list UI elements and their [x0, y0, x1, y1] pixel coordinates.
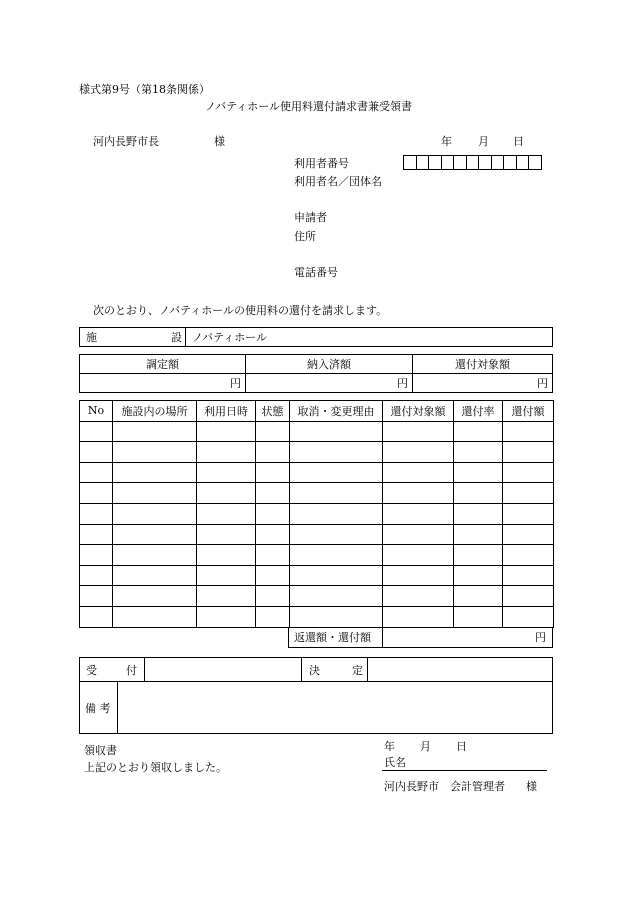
- refund-target-header: 還付対象額: [413, 355, 553, 374]
- receipt-month-label: 月: [420, 740, 431, 753]
- col-refund-amount: 還付額: [503, 401, 554, 422]
- request-text: 次のとおり、ノバティホールの使用料の還付を請求します。: [93, 304, 388, 317]
- table-cell[interactable]: [383, 565, 454, 586]
- table-row: [80, 606, 554, 627]
- date-day-label: 日: [513, 135, 524, 148]
- phone-label: 電話番号: [294, 266, 338, 279]
- facility-value: ノバティホール: [192, 331, 268, 344]
- table-cell[interactable]: [383, 462, 454, 483]
- decision-label-b: 定: [352, 664, 363, 677]
- received-label-a: 受: [86, 664, 97, 677]
- table-cell[interactable]: [113, 421, 197, 442]
- receipt-text: 上記のとおり領収しました。: [84, 761, 227, 774]
- table-cell[interactable]: [80, 586, 113, 607]
- table-cell[interactable]: [503, 565, 554, 586]
- col-refund-target: 還付対象額: [383, 401, 454, 422]
- col-location: 施設内の場所: [113, 401, 197, 422]
- receipt-recipient: 河内長野市 会計管理者: [384, 780, 505, 793]
- signature-line: [382, 770, 547, 771]
- table-cell[interactable]: [113, 462, 197, 483]
- table-cell[interactable]: [290, 545, 383, 566]
- decision-label-a: 決: [309, 664, 320, 677]
- col-refund-rate: 還付率: [454, 401, 503, 422]
- table-cell[interactable]: [113, 503, 197, 524]
- table-cell[interactable]: [290, 442, 383, 463]
- table-cell[interactable]: [454, 462, 503, 483]
- table-cell[interactable]: [256, 442, 290, 463]
- table-cell[interactable]: [290, 462, 383, 483]
- table-cell[interactable]: [80, 606, 113, 627]
- table-cell[interactable]: [503, 586, 554, 607]
- total-row: [79, 627, 553, 648]
- table-cell[interactable]: [454, 565, 503, 586]
- facility-row: [79, 327, 553, 347]
- table-cell[interactable]: [290, 565, 383, 586]
- table-cell[interactable]: [197, 462, 256, 483]
- user-number-label: 利用者番号: [294, 157, 349, 170]
- table-cell[interactable]: [383, 442, 454, 463]
- table-row: [80, 442, 554, 463]
- date-year-label: 年: [441, 135, 452, 148]
- table-cell[interactable]: [503, 483, 554, 504]
- assessed-amount-header: 調定額: [80, 355, 246, 374]
- table-cell[interactable]: [383, 503, 454, 524]
- col-reason: 取消・変更理由: [290, 401, 383, 422]
- table-cell[interactable]: [113, 524, 197, 545]
- table-cell[interactable]: [256, 586, 290, 607]
- facility-label-b: 設: [171, 331, 182, 344]
- table-cell[interactable]: [454, 586, 503, 607]
- table-cell[interactable]: [80, 545, 113, 566]
- table-cell[interactable]: [290, 421, 383, 442]
- receipt-honorific: 様: [526, 780, 537, 793]
- form-number: 様式第9号（第18条関係）: [79, 83, 210, 96]
- table-cell[interactable]: [383, 483, 454, 504]
- user-name-label: 利用者名／団体名: [294, 175, 382, 188]
- table-cell[interactable]: [197, 565, 256, 586]
- table-cell[interactable]: [80, 483, 113, 504]
- table-cell[interactable]: [503, 442, 554, 463]
- applicant-label: 申請者: [294, 211, 327, 224]
- table-cell[interactable]: [197, 545, 256, 566]
- table-cell[interactable]: [80, 442, 113, 463]
- table-cell[interactable]: [256, 606, 290, 627]
- col-no: No: [80, 401, 113, 422]
- table-cell[interactable]: [197, 442, 256, 463]
- table-cell[interactable]: [113, 586, 197, 607]
- table-row: [80, 524, 554, 545]
- table-cell[interactable]: [503, 421, 554, 442]
- table-cell[interactable]: [454, 606, 503, 627]
- table-cell[interactable]: [290, 483, 383, 504]
- paid-amount-header: 納入済額: [246, 355, 413, 374]
- table-cell[interactable]: [113, 442, 197, 463]
- table-cell[interactable]: [113, 565, 197, 586]
- refund-target-cell[interactable]: [413, 374, 553, 393]
- table-cell[interactable]: [113, 606, 197, 627]
- table-cell[interactable]: [454, 421, 503, 442]
- receipt-title: 領収書: [84, 744, 117, 757]
- table-cell[interactable]: [113, 545, 197, 566]
- table-cell[interactable]: [256, 462, 290, 483]
- table-row: [80, 503, 554, 524]
- table-cell[interactable]: [256, 524, 290, 545]
- table-cell[interactable]: [113, 483, 197, 504]
- table-cell[interactable]: [197, 524, 256, 545]
- table-cell[interactable]: [197, 606, 256, 627]
- table-cell[interactable]: [197, 586, 256, 607]
- table-cell[interactable]: [80, 565, 113, 586]
- received-label-b: 付: [126, 664, 137, 677]
- table-cell[interactable]: [503, 524, 554, 545]
- table-cell[interactable]: [454, 503, 503, 524]
- facility-label-a: 施: [86, 331, 97, 344]
- receipt-name-label: 氏名: [384, 756, 406, 769]
- receipt-day-label: 日: [456, 740, 467, 753]
- addressee-name: 河内長野市長: [93, 135, 159, 148]
- table-cell[interactable]: [256, 503, 290, 524]
- table-cell[interactable]: [383, 545, 454, 566]
- table-cell[interactable]: [454, 483, 503, 504]
- table-cell[interactable]: [256, 421, 290, 442]
- table-cell[interactable]: [80, 462, 113, 483]
- col-datetime: 利用日時: [197, 401, 256, 422]
- date-month-label: 月: [478, 135, 489, 148]
- table-cell[interactable]: [80, 421, 113, 442]
- table-cell[interactable]: [454, 442, 503, 463]
- table-cell[interactable]: [197, 421, 256, 442]
- table-cell[interactable]: [197, 503, 256, 524]
- table-cell[interactable]: [503, 545, 554, 566]
- table-row: [80, 565, 554, 586]
- table-cell[interactable]: [454, 524, 503, 545]
- form-title: ノバティホール使用料還付請求書兼受領書: [205, 100, 413, 113]
- table-row: [80, 483, 554, 504]
- yen-unit: 円: [537, 377, 548, 390]
- yen-unit: 円: [397, 377, 408, 390]
- table-cell[interactable]: [197, 483, 256, 504]
- yen-unit: 円: [230, 377, 241, 390]
- col-status: 状態: [256, 401, 290, 422]
- table-row: [80, 421, 554, 442]
- table-cell[interactable]: [383, 606, 454, 627]
- table-cell[interactable]: [383, 421, 454, 442]
- total-unit: 円: [535, 631, 546, 644]
- total-label: 返還額・還付額: [294, 631, 371, 644]
- receipt-year-label: 年: [384, 740, 395, 753]
- table-cell[interactable]: [256, 545, 290, 566]
- paid-amount-cell[interactable]: [246, 374, 413, 393]
- table-cell[interactable]: [256, 565, 290, 586]
- table-cell[interactable]: [290, 606, 383, 627]
- table-cell[interactable]: [503, 462, 554, 483]
- address-label: 住所: [294, 230, 316, 243]
- table-cell[interactable]: [256, 483, 290, 504]
- user-number-cells[interactable]: [404, 155, 542, 170]
- remarks-box: [79, 681, 553, 734]
- table-cell[interactable]: [454, 545, 503, 566]
- amounts-table: [79, 354, 553, 393]
- table-cell[interactable]: [290, 524, 383, 545]
- table-cell[interactable]: [80, 524, 113, 545]
- table-row: [80, 462, 554, 483]
- table-cell[interactable]: [80, 503, 113, 524]
- approval-row: [79, 657, 553, 682]
- table-row: [80, 545, 554, 566]
- table-row: [80, 586, 554, 607]
- table-cell[interactable]: [383, 524, 454, 545]
- addressee-honorific: 様: [214, 135, 225, 148]
- detail-table: [79, 400, 554, 628]
- remarks-label: 備 考: [85, 702, 111, 715]
- table-cell[interactable]: [290, 503, 383, 524]
- table-cell[interactable]: [503, 606, 554, 627]
- assessed-amount-cell[interactable]: [80, 374, 246, 393]
- table-cell[interactable]: [503, 503, 554, 524]
- detail-header-row: [80, 401, 554, 422]
- table-cell[interactable]: [383, 586, 454, 607]
- table-cell[interactable]: [290, 586, 383, 607]
